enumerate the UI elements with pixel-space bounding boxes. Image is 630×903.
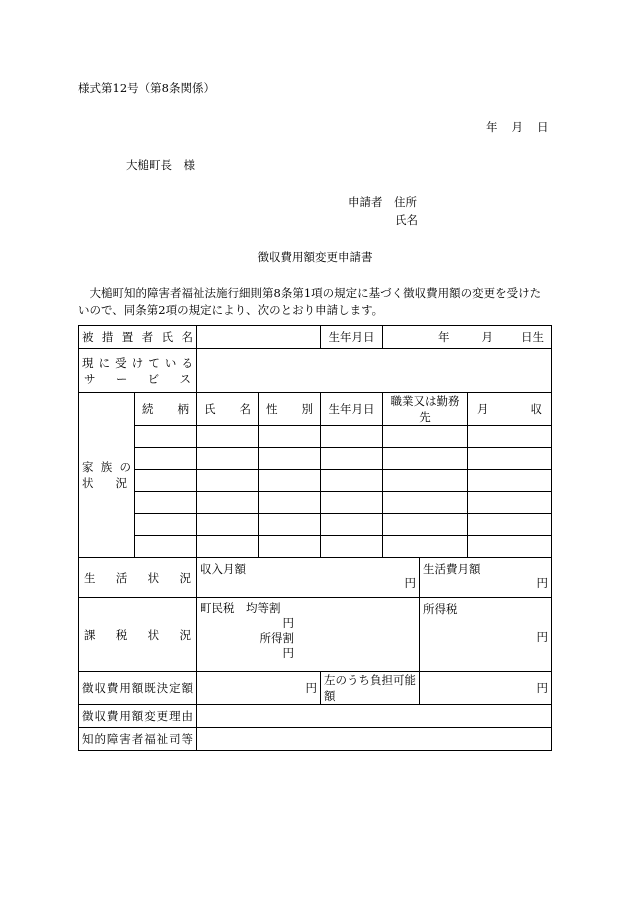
tax-label-cell: 課 税 状 況 <box>79 598 197 672</box>
family-row <box>79 536 552 558</box>
date-line <box>486 119 549 135</box>
welfare-officer-input[interactable] <box>197 728 552 751</box>
burden-amount-label: 左のうち負担可能額 <box>321 672 420 705</box>
income-monthly-label: 収入月額 <box>200 562 246 576</box>
family-label-line2: 状 況 <box>82 476 127 490</box>
family-header-relation: 続 柄 <box>135 393 197 426</box>
name-input-cell[interactable] <box>197 326 321 349</box>
yen-unit: 円 <box>536 576 548 590</box>
family-birth-input[interactable] <box>321 514 383 536</box>
family-row <box>79 470 552 492</box>
living-cost-cell[interactable] <box>420 558 552 598</box>
document-title: 徴収費用額変更申請書 <box>257 250 373 264</box>
family-name-input[interactable] <box>197 426 259 448</box>
date-month: 月 <box>511 120 523 134</box>
family-relation-input[interactable] <box>135 426 197 448</box>
service-input-cell[interactable] <box>197 349 552 393</box>
family-name-input[interactable] <box>197 514 259 536</box>
change-reason-label: 徴 収 費 用 額 変 更 理 由 <box>79 705 197 728</box>
birth-date-cell[interactable] <box>383 326 552 349</box>
family-label-cell <box>79 393 135 558</box>
yen-unit: 円 <box>282 646 294 660</box>
burden-amount-input[interactable] <box>420 672 552 705</box>
town-tax-label: 町民税 均等割 <box>200 601 281 615</box>
town-tax-cell[interactable] <box>197 598 420 672</box>
life-label-cell: 生 活 状 況 <box>79 558 197 598</box>
family-relation-input[interactable] <box>135 514 197 536</box>
date-year: 年 <box>486 120 498 134</box>
family-occupation-input[interactable] <box>383 536 468 558</box>
income-monthly-cell[interactable] <box>197 558 420 598</box>
family-occupation-input[interactable] <box>383 470 468 492</box>
decided-amount-label: 徴 収 費 用 額 既 決 定 額 <box>79 672 197 705</box>
family-label-line1: 家 族 の <box>82 460 131 474</box>
applicant-address-label: 申請者 住所 <box>348 195 417 209</box>
family-income-input[interactable] <box>468 426 552 448</box>
family-header-name: 氏 名 <box>197 393 259 426</box>
family-row <box>79 492 552 514</box>
family-relation-input[interactable] <box>135 470 197 492</box>
application-statement: 大槌町知的障害者福祉法施行細則第8条第1項の規定に基づく徴収費用額の変更を受けたいので、同条第2項の規定により、次のとおり申請します。 <box>78 286 542 317</box>
family-relation-input[interactable] <box>135 492 197 514</box>
family-occupation-input[interactable] <box>383 426 468 448</box>
family-sex-input[interactable] <box>259 426 321 448</box>
yen-unit: 円 <box>404 576 416 590</box>
family-sex-input[interactable] <box>259 470 321 492</box>
income-tax-label: 所得税 <box>423 602 458 616</box>
family-relation-input[interactable] <box>135 448 197 470</box>
family-row <box>79 514 552 536</box>
income-share-label: 所得割 <box>259 631 294 645</box>
name-label-cell <box>79 326 197 349</box>
form-number: 様式第12号（第8条関係） <box>78 81 215 95</box>
name-label: 被 措 置 者 氏 名 <box>82 330 193 344</box>
family-income-input[interactable] <box>468 514 552 536</box>
yen-unit: 円 <box>305 681 317 695</box>
family-occupation-input[interactable] <box>383 492 468 514</box>
applicant-name-label: 氏名 <box>395 213 418 227</box>
date-day: 日 <box>537 120 549 134</box>
family-header-income: 月 収 <box>468 393 552 426</box>
family-name-input[interactable] <box>197 536 259 558</box>
family-row <box>79 448 552 470</box>
family-birth-input[interactable] <box>321 448 383 470</box>
application-form-table <box>78 325 552 751</box>
family-sex-input[interactable] <box>259 536 321 558</box>
family-income-input[interactable] <box>468 536 552 558</box>
family-name-input[interactable] <box>197 448 259 470</box>
family-birth-input[interactable] <box>321 492 383 514</box>
family-income-input[interactable] <box>468 492 552 514</box>
birth-year-label: 年 <box>438 330 450 344</box>
family-birth-input[interactable] <box>321 426 383 448</box>
birth-label: 生年月日 <box>321 326 383 349</box>
welfare-officer-label: 知 的 障 害 者 福 祉 司 等 <box>79 728 197 751</box>
family-birth-input[interactable] <box>321 470 383 492</box>
family-occupation-input[interactable] <box>383 514 468 536</box>
yen-unit: 円 <box>536 630 548 644</box>
family-occupation-input[interactable] <box>383 448 468 470</box>
family-row <box>79 426 552 448</box>
family-sex-input[interactable] <box>259 448 321 470</box>
family-income-input[interactable] <box>468 470 552 492</box>
family-sex-input[interactable] <box>259 492 321 514</box>
change-reason-input[interactable] <box>197 705 552 728</box>
family-header-occupation: 職業又は勤務先 <box>383 393 468 426</box>
birth-day-label: 日生 <box>521 330 544 344</box>
yen-unit: 円 <box>282 616 294 630</box>
service-label-line2: サ ー ビ ス <box>84 371 191 386</box>
family-relation-input[interactable] <box>135 536 197 558</box>
birth-month-label: 月 <box>481 330 493 344</box>
family-name-input[interactable] <box>197 492 259 514</box>
family-birth-input[interactable] <box>321 536 383 558</box>
family-header-birth: 生年月日 <box>321 393 383 426</box>
yen-unit: 円 <box>536 681 548 695</box>
income-tax-cell[interactable] <box>420 598 552 672</box>
service-label-cell <box>79 349 197 393</box>
family-sex-input[interactable] <box>259 514 321 536</box>
living-cost-label: 生活費月額 <box>423 562 481 576</box>
family-header-sex: 性 別 <box>259 393 321 426</box>
family-name-input[interactable] <box>197 470 259 492</box>
decided-amount-input[interactable] <box>197 672 321 705</box>
service-label-line1: 現 に 受 け て い る <box>82 355 193 370</box>
addressee: 大槌町長 様 <box>126 158 195 172</box>
family-income-input[interactable] <box>468 448 552 470</box>
